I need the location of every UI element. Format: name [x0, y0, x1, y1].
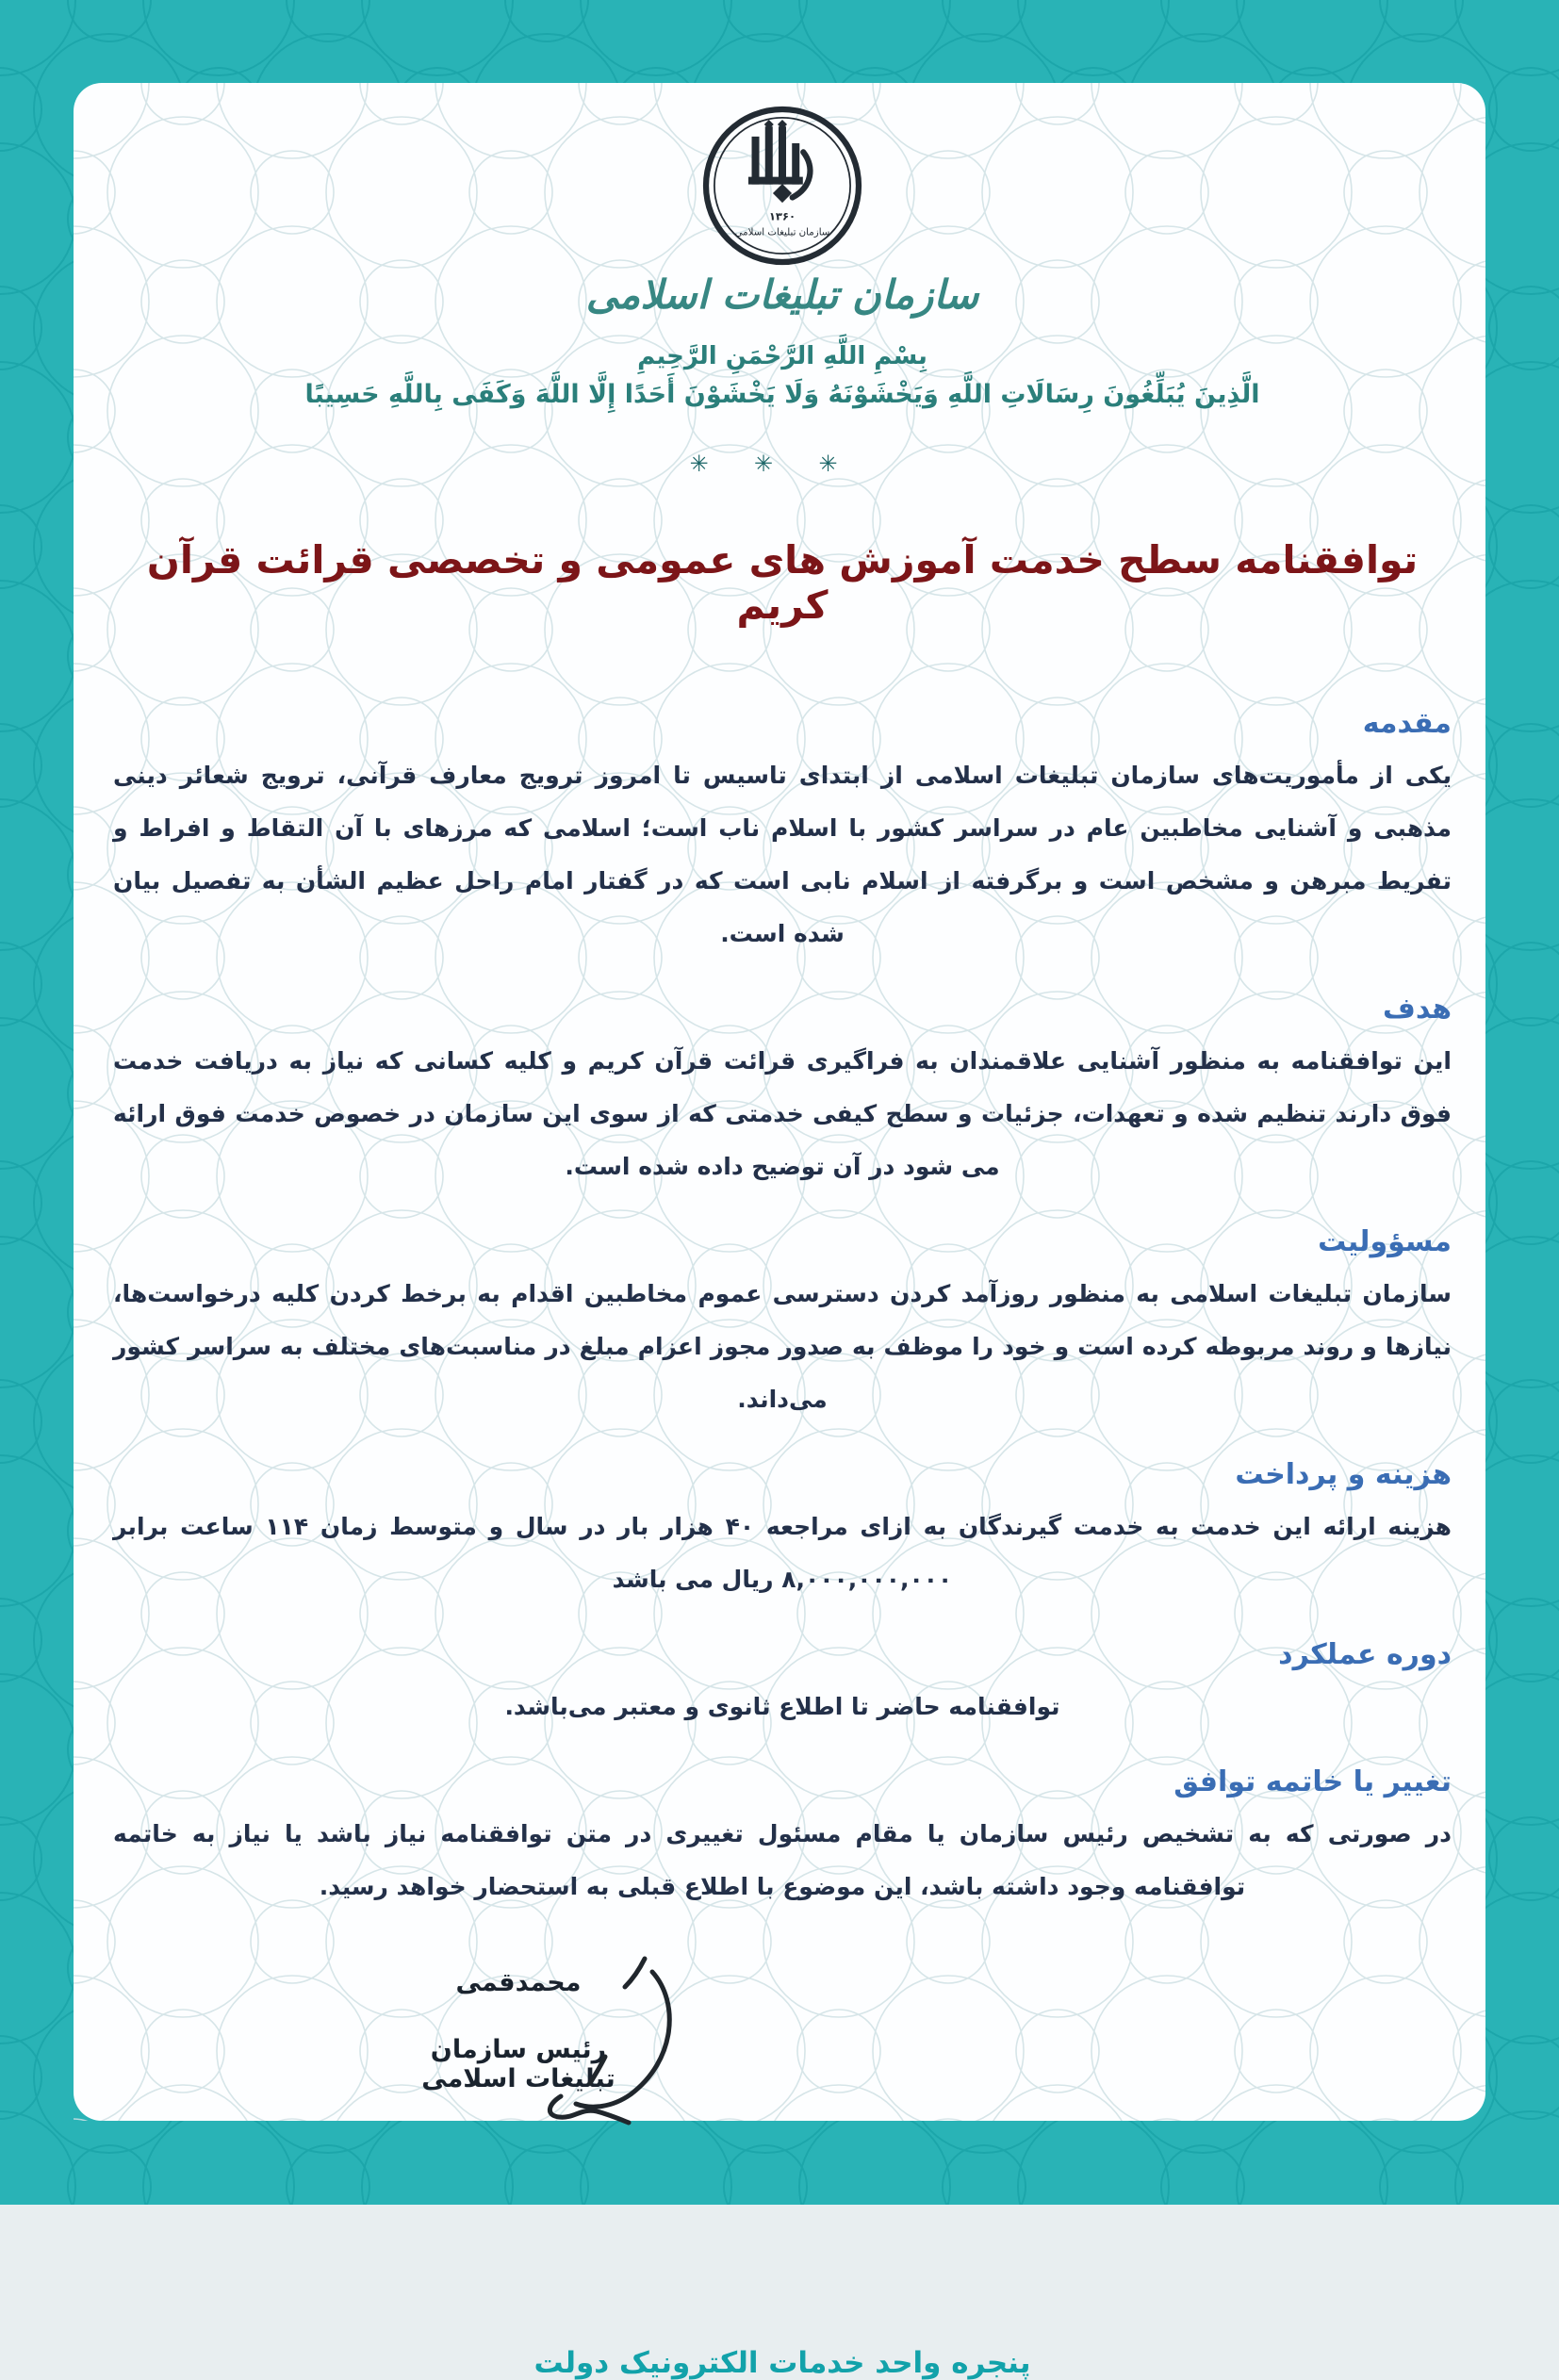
logo-caption: سازمان تبلیغات اسلامی [734, 227, 830, 238]
section-body: هزینه ارائه این خدمت به خدمت گیرندگان به ازای مراجعه ۴۰ هزار بار در سال و متوسط زمان ۱۱۴ ساعت برابر ۸,۰۰۰,۰۰۰,۰۰۰ ریال می باشد [113, 1513, 1452, 1593]
quran-verse-text: الَّذِينَ يُبَلِّغُونَ رِسَالَاتِ اللَّهِ وَيَخْشَوْنَهُ وَلَا يَخْشَوْنَ أَحَدًا إِلَّا اللَّهَ وَكَفَى بِاللَّهِ حَسِيبًا [304, 380, 1260, 409]
section-cost-payment [113, 1458, 1452, 1606]
ornament-separator-icon: ✳ ✳ ✳ [689, 451, 857, 477]
section-performance-period [113, 1638, 1452, 1733]
document-title: توافقنامه سطح خدمت آموزش های عمومی و تخصصی قرائت قرآن کریم [146, 537, 1419, 628]
section-goal [113, 993, 1452, 1193]
section-introduction [113, 707, 1452, 960]
signatory-name: محمدقمی [455, 1968, 582, 1997]
organization-logo-icon [698, 102, 866, 270]
calligraphy-knot [773, 184, 792, 203]
section-body: در صورتی که به تشخیص رئیس سازمان یا مقام مسئول تغییری در متن توافقنامه نیاز باشد یا نیاز به خاتمه توافقنامه وجود داشته باشد، این موضوع با اطلاع قبلی به استحضار خواهد رسید. [113, 1820, 1452, 1900]
allah-calligraphy-icon [752, 130, 799, 180]
logo-year: ۱۳۶۰ [768, 209, 796, 223]
handwritten-signature-icon [533, 1945, 688, 2134]
organization-calligraphy: سازمان تبلیغات اسلامی [585, 271, 979, 318]
letter-sheet [74, 83, 1485, 2380]
section-responsibility [113, 1225, 1452, 1426]
section-heading: هزینه و پرداخت [1235, 1458, 1452, 1491]
section-heading: هدف [1383, 993, 1452, 1026]
section-body: سازمان تبلیغات اسلامی به منظور روزآمد کردن دسترسی عموم مخاطبین اقدام به برخط کردن کلیه درخواست‌ها، نیازها و روند مربوطه کرده است و خود را موظف به صدور مجوز اعزام مبلغ در مناسبت‌های مختلف به سراسر کشور می‌داند. [113, 1280, 1452, 1413]
footer-caption: پنجره واحد خدمات الکترونیک دولت [533, 2346, 1031, 2380]
section-body: توافقنامه حاضر تا اطلاع ثانوی و معتبر می‌باشد. [504, 1693, 1060, 1720]
section-change-termination [113, 1765, 1452, 1913]
bismillah-text: بِسْمِ اللَّهِ الرَّحْمَنِ الرَّحِيمِ [637, 342, 927, 370]
section-heading: تغییر یا خاتمه توافق [1173, 1765, 1452, 1798]
section-heading: دوره عملکرد [1278, 1638, 1452, 1671]
section-heading: مقدمه [1362, 707, 1452, 740]
section-body: یکی از مأموریت‌های سازمان تبلیغات اسلامی از ابتدای تاسیس تا امروز ترویج معارف قرآنی، ترویج شعائر دینی مذهبی و آشنایی مخاطبین عام در سراسر کشور با اسلام ناب است؛ اسلامی که مرزهای با آن التقاط و افراط و تفریط مبرهن و مشخص است و برگرفته از اسلام نابی است که در گفتار امام راحل عظیم الشأن به تفصیل بیان شده است. [113, 762, 1452, 947]
signature-block [113, 1962, 1452, 2184]
section-body: این توافقنامه به منظور آشنایی علاقمندان به فراگیری قرائت قرآن کریم و کلیه کسانی که نیاز به دریافت خدمت فوق دارند تنظیم شده و تعهدات، جزئیات و سطح کیفی خدمتی که از سوی این سازمان در خصوص خدمت فوق ارائه می شود در آن توضیح داده شده است. [113, 1047, 1452, 1180]
signatory-title: رئیس سازمان تبلیغات اسلامی [421, 2035, 615, 2093]
section-heading: مسؤولیت [1318, 1225, 1452, 1258]
logo-container [113, 102, 1452, 270]
letter-content [74, 102, 1485, 2380]
